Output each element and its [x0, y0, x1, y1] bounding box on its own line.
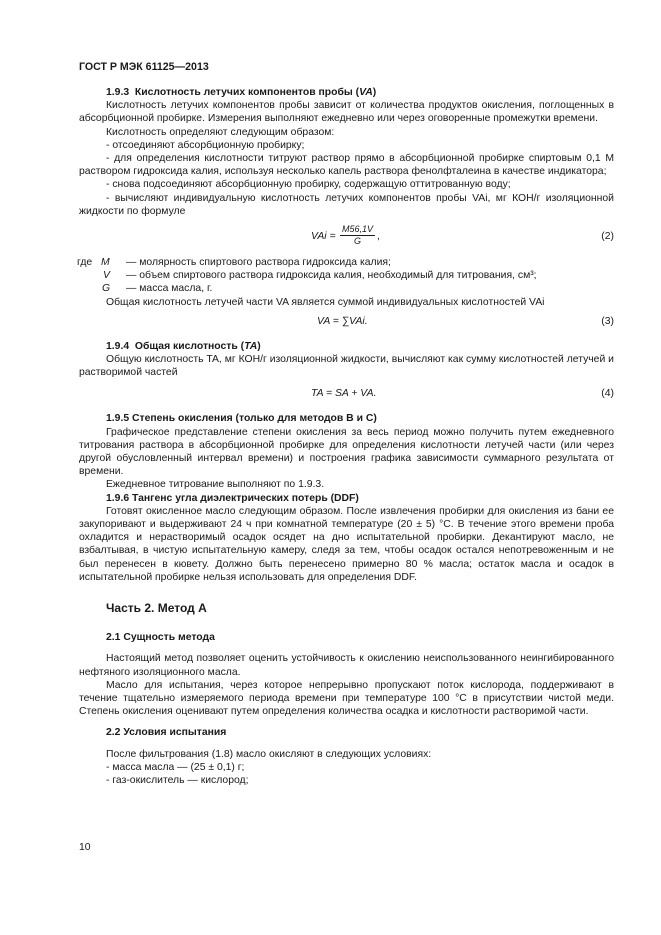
list-item: - масса масла — (25 ± 0,1) г;	[106, 761, 245, 773]
paragraph: Настоящий метод позволяет оценить устойчивость к окислению неиспользованного неингибированного нефтяного изоляционного масла.	[79, 653, 614, 678]
paragraph: Ежедневное титрование выполняют по 1.9.3.	[106, 479, 325, 491]
list-item: - отсоединяют абсорбционную пробирку;	[106, 139, 305, 151]
section-1-9-5-heading: 1.9.5 Степень окисления (только для методов В и С)	[106, 413, 377, 425]
paragraph: После фильтрования (1.8) масло окисляют в следующих условиях:	[106, 748, 432, 760]
formula-number: (2)	[601, 231, 614, 243]
document-body	[79, 86, 614, 787]
list-item: - снова подсоединяют абсорбционную пробирку, содержащую оттитрованную воду;	[106, 179, 511, 191]
part-2-title: Часть 2. Метод А	[106, 601, 207, 616]
section-2-2-heading: 2.2 Условия испытания	[106, 727, 227, 739]
list-item: - для определения кислотности титруют раствор прямо в абсорбционной пробирке спиртовым 0,1 М раствором гидроксида калия, используя несколько капель раствора фенолфталеина в качестве индикатора;	[79, 153, 614, 178]
section-1-9-4-heading: 1.9.4 Общая кислотность (TA)	[106, 340, 261, 352]
paragraph: Общую кислотность TA, мг КОН/г изоляционной жидкости, вычисляют как сумму кислотностей летучей и растворимой частей	[79, 354, 614, 379]
paragraph: Общая кислотность летучей части VA является суммой индивидуальных кислотностей VAi	[106, 296, 545, 308]
where-line: V — объем спиртового раствора гидроксида калия, необходимый для титрования, см³;	[103, 270, 537, 282]
formula-number: (4)	[601, 388, 614, 400]
fraction: $\frac{M56,1V}{G}$	[342, 224, 374, 247]
paragraph: Кислотность летучих компонентов пробы зависит от количества продуктов окисления, поглощенных в абсорбционной пробирке. Измерения выполняют ежедневно или через оговоренные промежутки времени.	[79, 100, 614, 125]
paragraph: Готовят окисленное масло следующим образом. После извлечения пробирки для окисления из бани ее закупоривают и выдерживают 24 ч при комнатной температуре (20 ± 5) °С. В течение этого времени проба охладится и нерастворимый осадок осядет на дно испытательной пробирки. Декантируют масло, не взбалтывая, в чистую испытательную камеру, следя за тем, чтобы осадок остался непотревоженным и не был перенесен в кювету. Должно быть перенесено примерно 80 % масла; остаток масла и осадок в испытательной пробирке нельзя использовать для определения DDF.	[79, 505, 614, 583]
where-line: G — масса масла, г.	[102, 283, 213, 295]
paragraph: Масло для испытания, через которое непрерывно пропускают поток кислорода, поддерживают в течение тщательно измеряемого периода времени при температуре 100 °С в присутствии чистой меди. Степень окисления оценивают путем определения количества осадка и кислотности растворимой части.	[79, 679, 614, 718]
paragraph: Графическое представление степени окисления за весь период можно получить путем ежедневного титрования раствора в абсорбционной пробирке для определения кислотности летучей части (или через другой обусловленный интервал времени) и построения графика зависимости суммарного результата от времени.	[79, 426, 614, 478]
page-number: 10	[79, 842, 91, 853]
list-item: - газ-окислитель — кислород;	[106, 775, 249, 787]
section-2-1-heading: 2.1 Сущность метода	[106, 632, 215, 644]
paragraph: Кислотность определяют следующим образом:	[106, 126, 335, 138]
document-header: ГОСТ Р МЭК 61125—2013	[79, 61, 209, 73]
section-1-9-3-heading: 1.9.3 Кислотность летучих компонентов пробы (VA)	[106, 87, 377, 98]
formula-number: (3)	[601, 315, 614, 327]
list-item: - вычисляют индивидуальную кислотность летучих компонентов пробы VAi, мг КОН/г изоляционной жидкости по формуле	[79, 192, 614, 217]
formula-2: VAi = $\frac{M56,1V}{G}$ , (2)	[311, 224, 614, 247]
formula-3: VA = ∑VAi. (3)	[317, 315, 614, 327]
section-1-9-6-heading: 1.9.6 Тангенс угла диэлектрических потерь (DDF)	[106, 492, 359, 504]
formula-4: TA = SA + VA. (4)	[311, 388, 614, 400]
where-line: где M — молярность спиртового раствора гидроксида калия;	[77, 257, 391, 269]
